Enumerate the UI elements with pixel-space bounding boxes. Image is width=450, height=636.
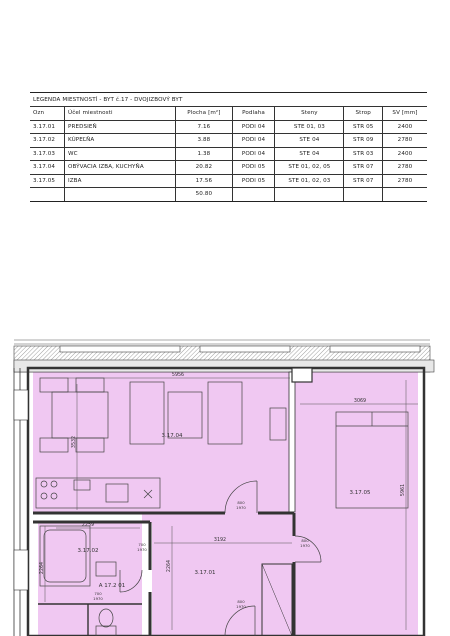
cell-sv: 2780 <box>382 134 427 148</box>
cell-steny: STE 01, 03 <box>275 120 344 134</box>
cell-podlaha: PODl 04 <box>232 134 275 148</box>
bathroom-number: 3.17.02 <box>77 548 99 554</box>
legend-row <box>30 174 427 188</box>
cell-steny: STE 04 <box>275 134 344 148</box>
bedroom-door-width: 800 <box>301 538 309 543</box>
header-strop: Strop <box>344 107 383 121</box>
cell-steny: STE 01, 02, 05 <box>275 161 344 175</box>
cell-plocha: 17.56 <box>176 174 233 188</box>
room-fills <box>33 372 418 636</box>
header-ozn: Ozn <box>30 107 65 121</box>
cell-ozn: 3.17.04 <box>30 161 65 175</box>
cell-steny: STE 04 <box>275 147 344 161</box>
header-ucel: Účel miestnosti <box>65 107 176 121</box>
header-plocha: Plocha [m²] <box>176 107 233 121</box>
cell-sv: 2780 <box>382 161 427 175</box>
hall-depth-dim: 2264 <box>167 559 172 573</box>
hall-number: 3.17.01 <box>194 570 216 576</box>
header-sv: SV [mm] <box>382 107 427 121</box>
cell-sv: 2400 <box>382 120 427 134</box>
cell-ozn: 3.17.05 <box>30 174 65 188</box>
cell-ozn: 3.17.03 <box>30 147 65 161</box>
cell-ucel: PREDSIEŇ <box>65 120 176 134</box>
cell-sv: 2400 <box>382 147 427 161</box>
legend-row <box>30 147 427 161</box>
entry-door-width: 800 <box>237 599 245 604</box>
cell-plocha: 20.82 <box>176 161 233 175</box>
legend-title: LEGENDA MIESTNOSTÍ - BYT č.17 - DVOJIZBOVÝ BYT <box>30 93 427 107</box>
cell-podlaha: PODl 05 <box>232 174 275 188</box>
legend-row <box>30 161 427 175</box>
wc-door-height: 1970 <box>93 596 103 601</box>
bath-door-height: 1970 <box>137 547 147 552</box>
cell-ucel: IZBA <box>65 174 176 188</box>
cell-steny: STE 01, 02, 03 <box>275 174 344 188</box>
cell-ucel: KÚPEĽŇA <box>65 134 176 148</box>
bedroom-depth-dim: 5961 <box>401 483 406 497</box>
header-steny: Steny <box>275 107 344 121</box>
cell-ozn: 3.17.02 <box>30 134 65 148</box>
cell-podlaha: PODl 04 <box>232 120 275 134</box>
floor-plan <box>0 330 450 636</box>
living-depth-dim: 3532 <box>72 435 77 449</box>
cell-plocha: 3.88 <box>176 134 233 148</box>
cell-sv: 2780 <box>382 174 427 188</box>
wc-door-width: 700 <box>94 591 102 596</box>
legend-row <box>30 134 427 148</box>
cell-strop: STR 07 <box>344 161 383 175</box>
legend-row <box>30 120 427 134</box>
cell-plocha: 1.38 <box>176 147 233 161</box>
cell-podlaha: PODl 04 <box>232 147 275 161</box>
cell-strop: STR 03 <box>344 147 383 161</box>
living-width-dim: 5956 <box>171 373 185 378</box>
bedroom-number: 3.17.05 <box>349 490 371 496</box>
cell-podlaha: PODl 05 <box>232 161 275 175</box>
cell-strop: STR 07 <box>344 174 383 188</box>
bath-width-dim: 2259 <box>81 523 95 528</box>
cell-plocha: 7.16 <box>176 120 233 134</box>
cell-ucel: WC <box>65 147 176 161</box>
wc-number: A 17.2 01 <box>98 583 126 589</box>
bedroom-width-dim: 3069 <box>353 399 367 404</box>
cell-strop: STR 05 <box>344 120 383 134</box>
legend-header-row <box>30 107 427 121</box>
cell-strop: STR 09 <box>344 134 383 148</box>
legend-total-row <box>30 188 427 202</box>
room-legend-table <box>30 92 427 202</box>
bath-depth-dim: 2264 <box>40 561 45 575</box>
hall-width-dim: 3192 <box>213 538 227 543</box>
living-door-height: 1970 <box>236 505 246 510</box>
hall-area <box>152 513 294 636</box>
entry-door-height: 1970 <box>236 604 246 609</box>
header-podlaha: Podlaha <box>232 107 275 121</box>
bedroom-area <box>294 372 418 636</box>
total-area: 50.80 <box>176 188 233 202</box>
living-door-width: 800 <box>237 500 245 505</box>
bath-door-width: 700 <box>138 542 146 547</box>
cell-ucel: OBÝVACIA IZBA, KUCHYŇA <box>65 161 176 175</box>
bedroom-door-height: 1970 <box>300 543 310 548</box>
cell-ozn: 3.17.01 <box>30 120 65 134</box>
living-room-number: 3.17.04 <box>161 433 183 439</box>
